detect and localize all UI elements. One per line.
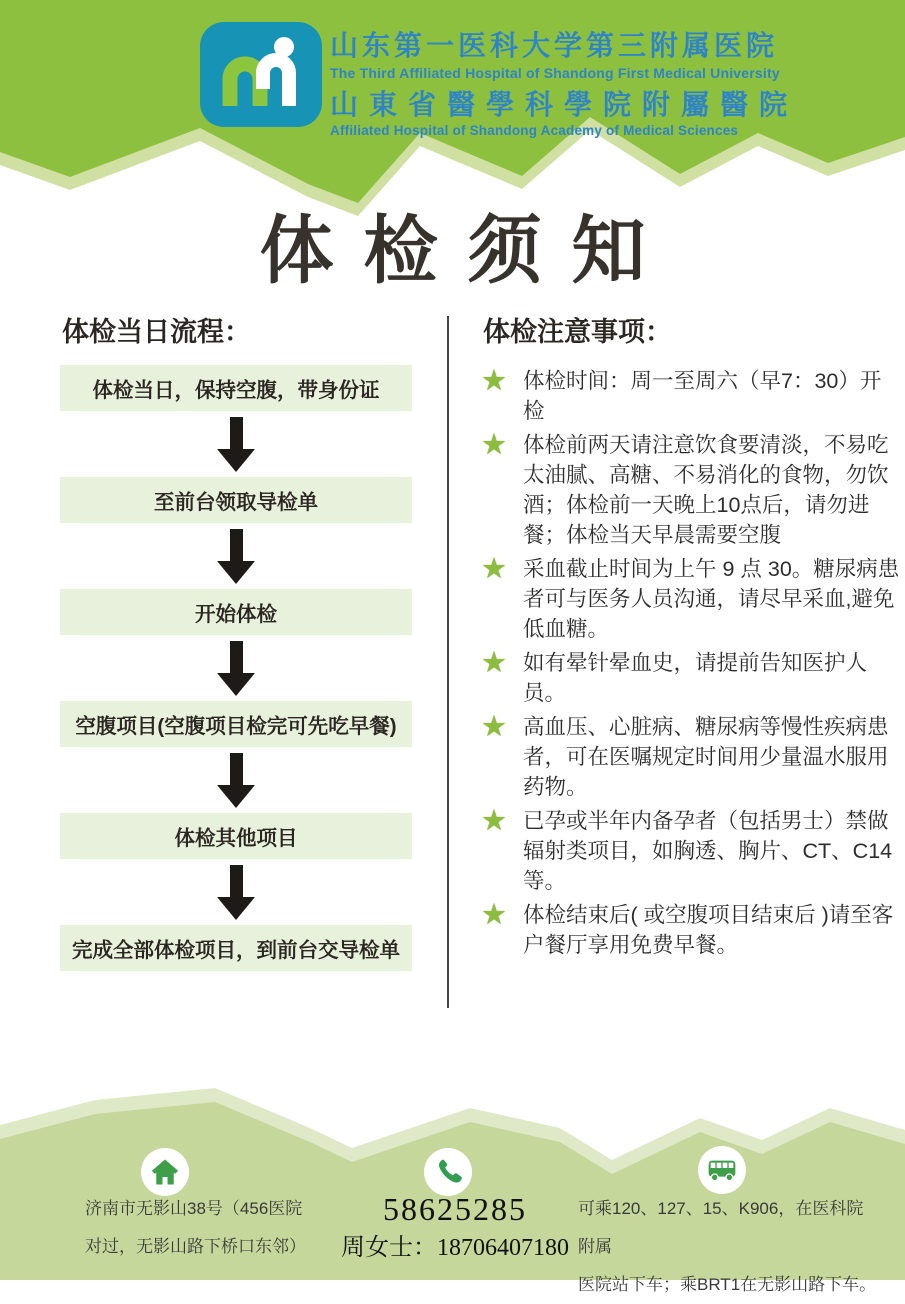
address-line1: 济南市无影山38号（456医院	[85, 1199, 303, 1218]
list-item	[481, 806, 901, 896]
hospital-name-cn: 山东第一医科大学第三附属医院	[330, 29, 779, 62]
flow-arrow-icon	[60, 747, 412, 813]
hospital-logo-icon	[200, 22, 322, 127]
flow-step: 体检当日，保持空腹，带身份证	[60, 365, 412, 411]
list-item	[481, 430, 901, 550]
note-text: 体检时间：周一至周六（早7：30）开检	[523, 369, 882, 423]
flow-arrow-icon	[60, 411, 412, 477]
bus-icon	[698, 1146, 746, 1194]
list-item	[481, 554, 901, 644]
list-item	[481, 900, 901, 960]
flow-step: 体检其他项目	[60, 813, 412, 859]
star-icon: ★	[481, 711, 507, 743]
star-icon: ★	[481, 647, 507, 679]
flow-step: 完成全部体检项目，到前台交导检单	[60, 925, 412, 971]
bus-line1: 可乘120、127、15、K906，在医科院附属	[578, 1199, 864, 1256]
address-line2: 对过，无影山路下桥口东邻）	[85, 1237, 306, 1256]
hospital-names	[330, 24, 890, 138]
note-text: 如有晕针晕血史，请提前告知医护人员。	[523, 651, 868, 705]
list-item	[481, 648, 901, 708]
phone-block	[320, 1190, 590, 1268]
notes-heading: 体检注意事项：	[483, 317, 672, 347]
note-text: 采血截止时间为上午 9 点 30。糖尿病患者可与医务人员沟通，请尽早采血,避免低血糖。	[523, 557, 900, 641]
flow-arrow-icon	[60, 859, 412, 925]
flow-step: 空腹项目(空腹项目检完可先吃早餐)	[60, 701, 412, 747]
star-icon: ★	[481, 429, 507, 461]
note-text: 已孕或半年内备孕者（包括男士）禁做辐射类项目，如胸透、胸片、CT、C14等。	[523, 809, 893, 893]
list-item	[481, 366, 901, 426]
note-text: 体检结束后( 或空腹项目结束后 )请至客户餐厅享用免费早餐。	[523, 903, 894, 957]
star-icon: ★	[481, 805, 507, 837]
flow-arrow-icon	[60, 635, 412, 701]
hospital-name-en: The Third Affiliated Hospital of Shandong First Medical University	[330, 65, 780, 81]
flow-arrow-icon	[60, 523, 412, 589]
bus-line2: 医院站下车；乘BRT1在无影山路下车。	[578, 1275, 877, 1294]
home-icon	[141, 1148, 189, 1196]
hospital-logo	[200, 22, 322, 127]
star-icon: ★	[481, 365, 507, 397]
flow-chart	[60, 365, 412, 971]
column-divider	[447, 316, 449, 1008]
address-block	[85, 1190, 335, 1266]
phone-icon	[424, 1148, 472, 1196]
note-text: 体检前两天请注意饮食要清淡，不易吃太油腻、高糖、不易消化的食物，勿饮酒；体检前一天晚上10点后，请勿进餐；体检当天早晨需要空腹	[523, 433, 889, 547]
flow-step: 至前台领取导检单	[60, 477, 412, 523]
hospital-name-cn-traditional: 山東省醫學科學院附屬醫院	[330, 88, 799, 121]
notes-list	[481, 366, 901, 964]
bus-directions-block	[578, 1190, 878, 1304]
phone-number: 58625285	[383, 1191, 527, 1227]
list-item	[481, 712, 901, 802]
hospital-name-en-academy: Affiliated Hospital of Shandong Academy of Medical Sciences	[330, 123, 739, 138]
note-text: 高血压、心脏病、糖尿病等慢性疾病患者，可在医嘱规定时间用少量温水服用药物。	[523, 715, 889, 799]
star-icon: ★	[481, 553, 507, 585]
contact-phone-number: 周女士：18706407180	[341, 1235, 569, 1261]
star-icon: ★	[481, 899, 507, 931]
flow-heading: 体检当日流程：	[62, 317, 251, 347]
page-title: 体检须知	[259, 209, 676, 292]
flow-step: 开始体检	[60, 589, 412, 635]
